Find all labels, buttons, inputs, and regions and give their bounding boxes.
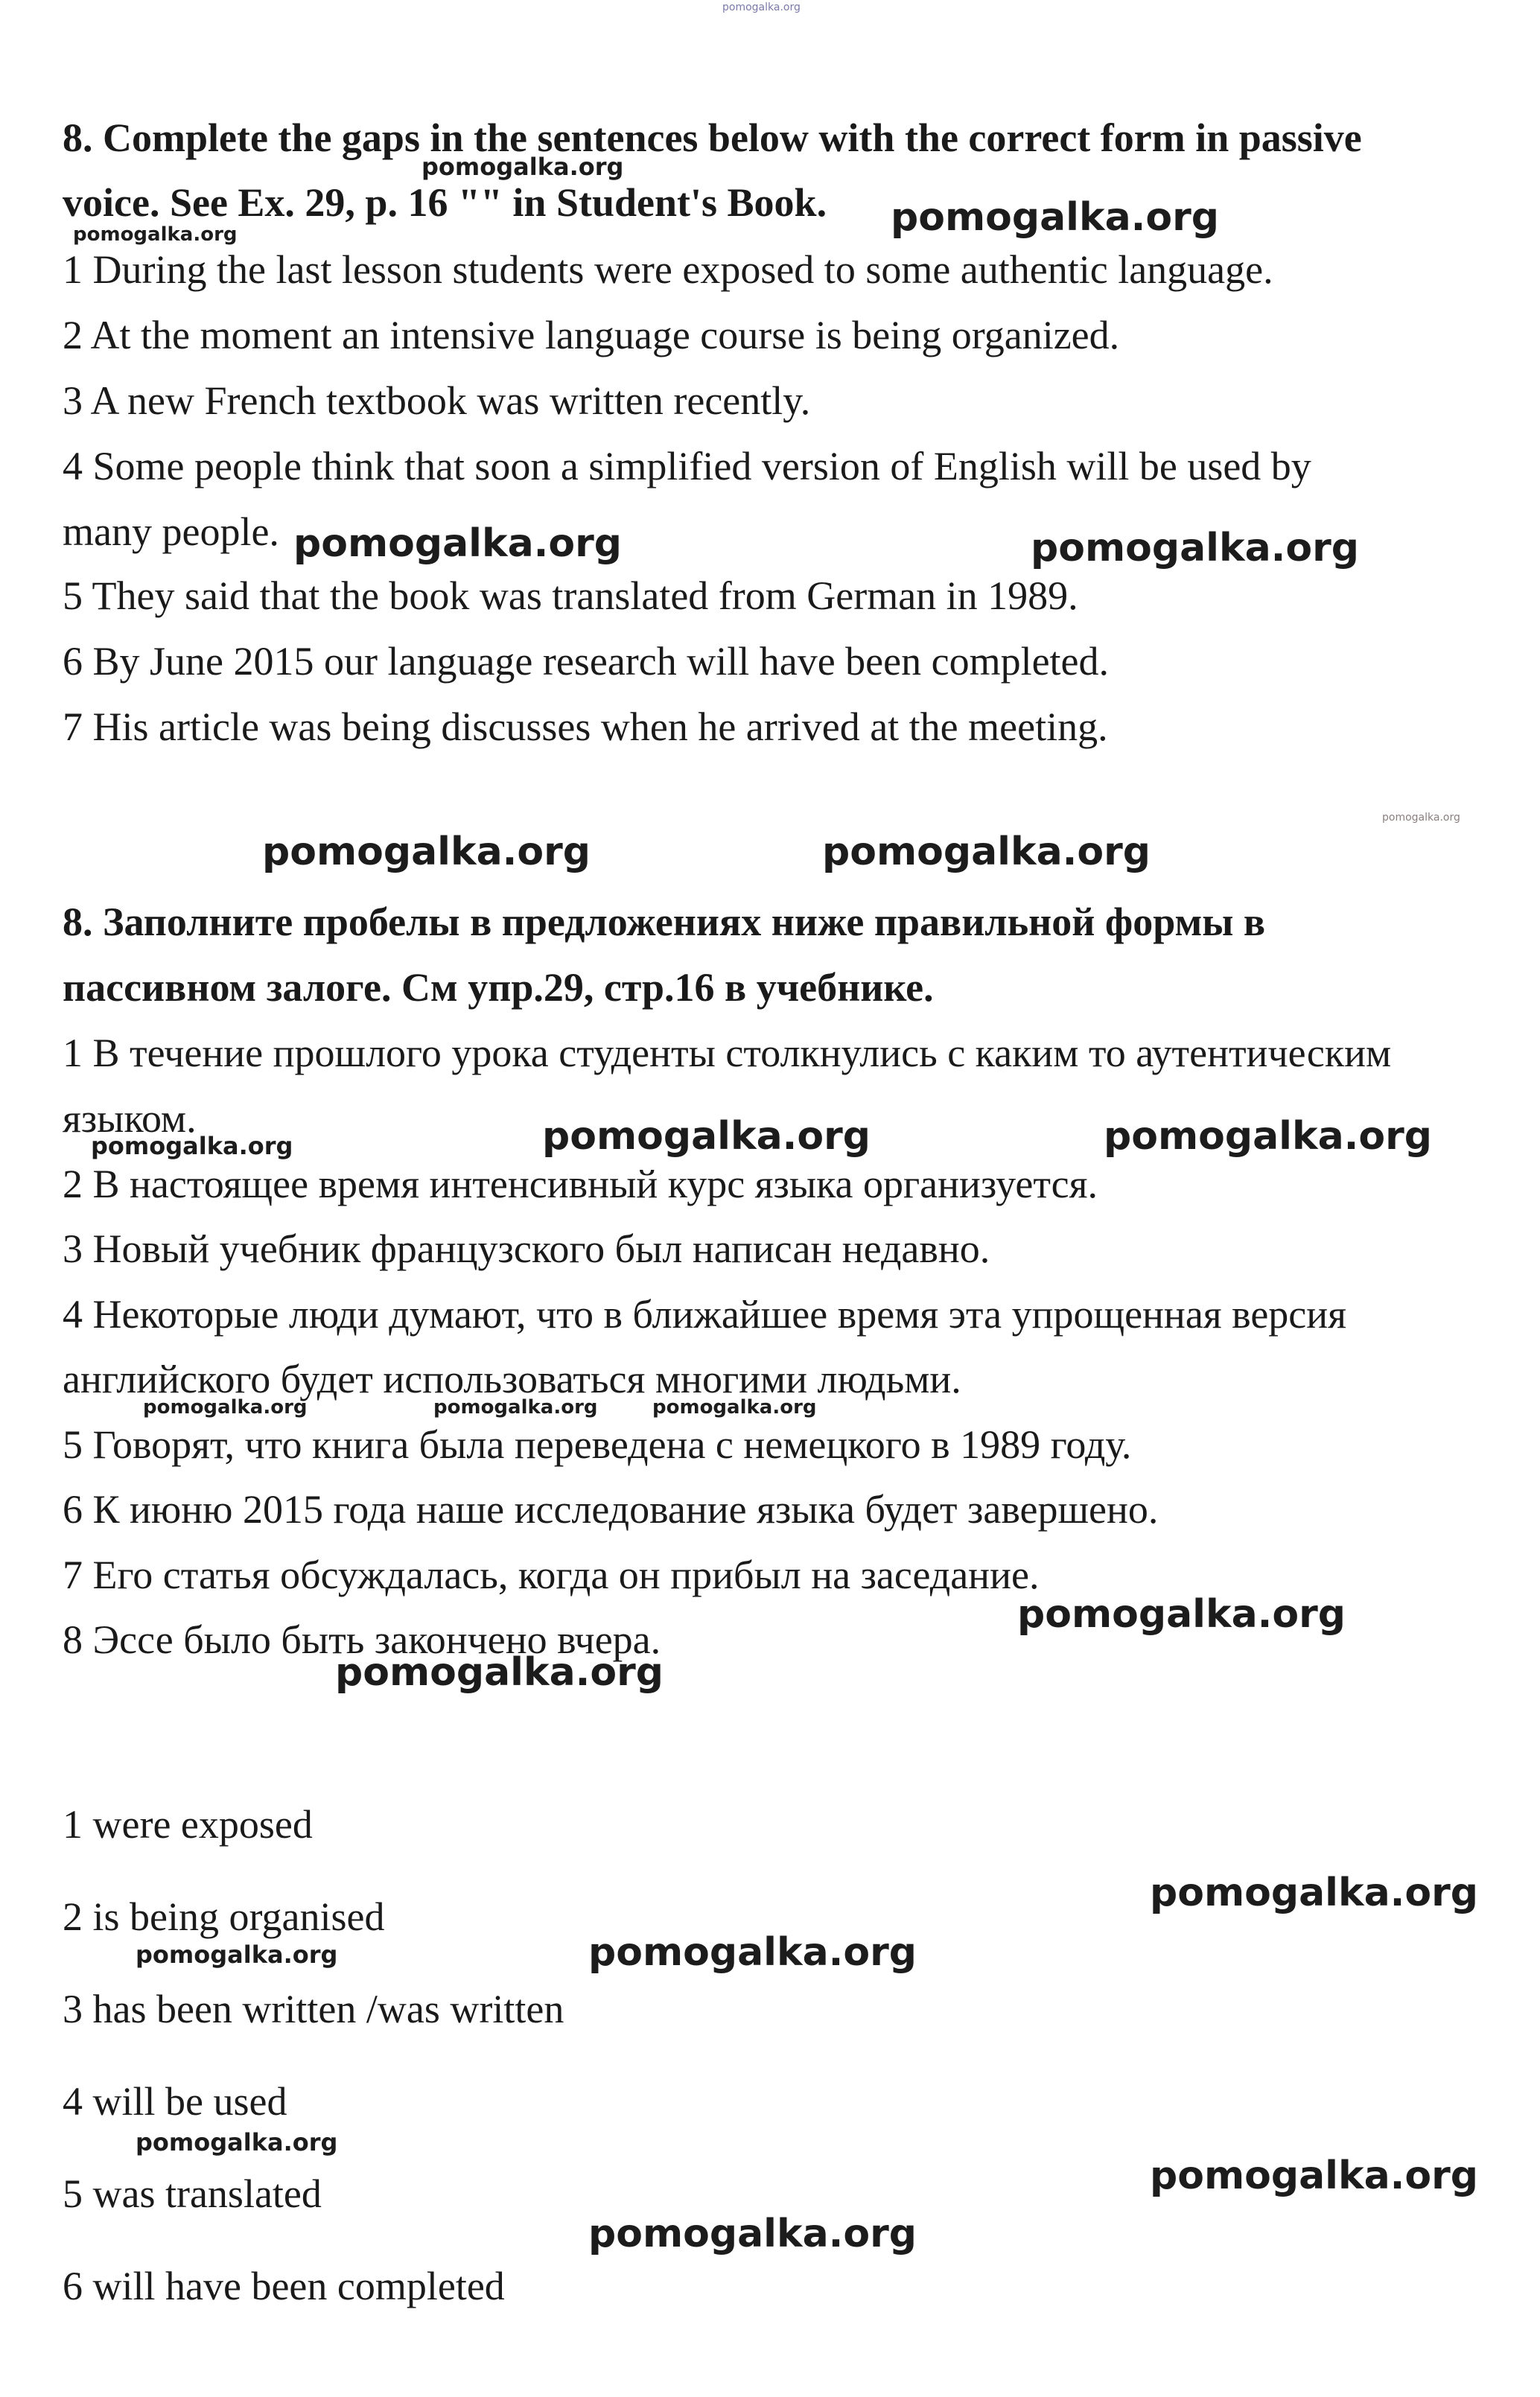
watermark-text: pomogalka.org xyxy=(91,1132,293,1160)
sentence-ru-8: 8 Эссе было быть закончено вчера. xyxy=(63,1617,661,1662)
watermark-text: pomogalka.org xyxy=(262,830,591,874)
sentence-en-3: 3 A new French textbook was written recently. xyxy=(63,378,811,423)
answer-6: 6 will have been completed xyxy=(63,2264,505,2308)
sentence-ru-3: 3 Новый учебник французского был написан недавно. xyxy=(63,1226,990,1271)
watermark-text: pomogalka.org xyxy=(722,1,801,13)
sentence-ru-1: 1 В течение прошлого урока студенты столкнулись с каким то аутентическим xyxy=(63,1031,1392,1075)
sentence-ru-2: 2 В настоящее время интенсивный курс языка организуется. xyxy=(63,1162,1098,1206)
sentence-en-4: 4 Some people think that soon a simplified version of English will be used by xyxy=(63,444,1311,488)
watermark-text: pomogalka.org xyxy=(1150,2154,1479,2198)
sentence-ru-4-cont: английского будет использоваться многими людьми. xyxy=(63,1357,961,1401)
exercise-heading-ru-line-2: пассивном залоге. См упр.29, стр.16 в учебнике. xyxy=(63,965,934,1010)
answer-5: 5 was translated xyxy=(63,2171,322,2216)
watermark-text: pomogalka.org xyxy=(335,1650,664,1695)
answer-4: 4 will be used xyxy=(63,2079,287,2124)
sentence-ru-4: 4 Некоторые люди думают, что в ближайшее время эта упрощенная версия xyxy=(63,1292,1346,1337)
watermark-text: pomogalka.org xyxy=(433,1396,598,1419)
watermark-text: pomogalka.org xyxy=(136,2128,338,2156)
sentence-ru-6: 6 К июню 2015 года наше исследование языка будет завершено. xyxy=(63,1487,1159,1532)
watermark-text: pomogalka.org xyxy=(421,153,624,181)
exercise-heading-en-line-2: voice. See Ex. 29, p. 16 "" in Student's Book. xyxy=(63,180,827,225)
answer-1: 1 were exposed xyxy=(63,1802,313,1847)
watermark-text: pomogalka.org xyxy=(136,1941,338,1969)
watermark-text: pomogalka.org xyxy=(293,521,623,566)
watermark-text: pomogalka.org xyxy=(143,1396,308,1419)
sentence-en-5: 5 They said that the book was translated from German in 1989. xyxy=(63,573,1078,618)
watermark-text: pomogalka.org xyxy=(1104,1114,1433,1159)
watermark-text: pomogalka.org xyxy=(588,1930,917,1975)
exercise-heading-en-line-1: 8. Complete the gaps in the sentences below with the correct form in passive xyxy=(63,115,1362,160)
watermark-text: pomogalka.org xyxy=(891,195,1220,240)
sentence-en-2: 2 At the moment an intensive language course is being organized. xyxy=(63,313,1120,357)
sentence-ru-1-cont: языком. xyxy=(63,1096,197,1141)
sentence-en-1: 1 During the last lesson students were exposed to some authentic language. xyxy=(63,247,1273,292)
watermark-text: pomogalka.org xyxy=(822,830,1151,874)
sentence-ru-5: 5 Говорят, что книга была переведена с немецкого в 1989 году. xyxy=(63,1422,1132,1467)
watermark-text: pomogalka.org xyxy=(542,1114,871,1159)
watermark-text: pomogalka.org xyxy=(588,2212,917,2256)
watermark-text: pomogalka.org xyxy=(1382,812,1460,824)
watermark-text: pomogalka.org xyxy=(73,223,238,246)
sentence-ru-7: 7 Его статья обсуждалась, когда он прибыл на заседание. xyxy=(63,1553,1040,1597)
exercise-heading-ru-line-1: 8. Заполните пробелы в предложениях ниже правильной формы в xyxy=(63,900,1266,944)
watermark-text: pomogalka.org xyxy=(1150,1871,1479,1915)
watermark-text: pomogalka.org xyxy=(1017,1592,1346,1637)
watermark-text: pomogalka.org xyxy=(1031,526,1360,570)
sentence-en-6: 6 By June 2015 our language research will have been completed. xyxy=(63,639,1110,684)
sentence-en-7: 7 His article was being discusses when he arrived at the meeting. xyxy=(63,704,1108,749)
sentence-en-4-cont: many people. xyxy=(63,509,279,554)
answer-3: 3 has been written /was written xyxy=(63,1987,564,2031)
watermark-text: pomogalka.org xyxy=(652,1396,817,1419)
answer-2: 2 is being organised xyxy=(63,1894,385,1939)
